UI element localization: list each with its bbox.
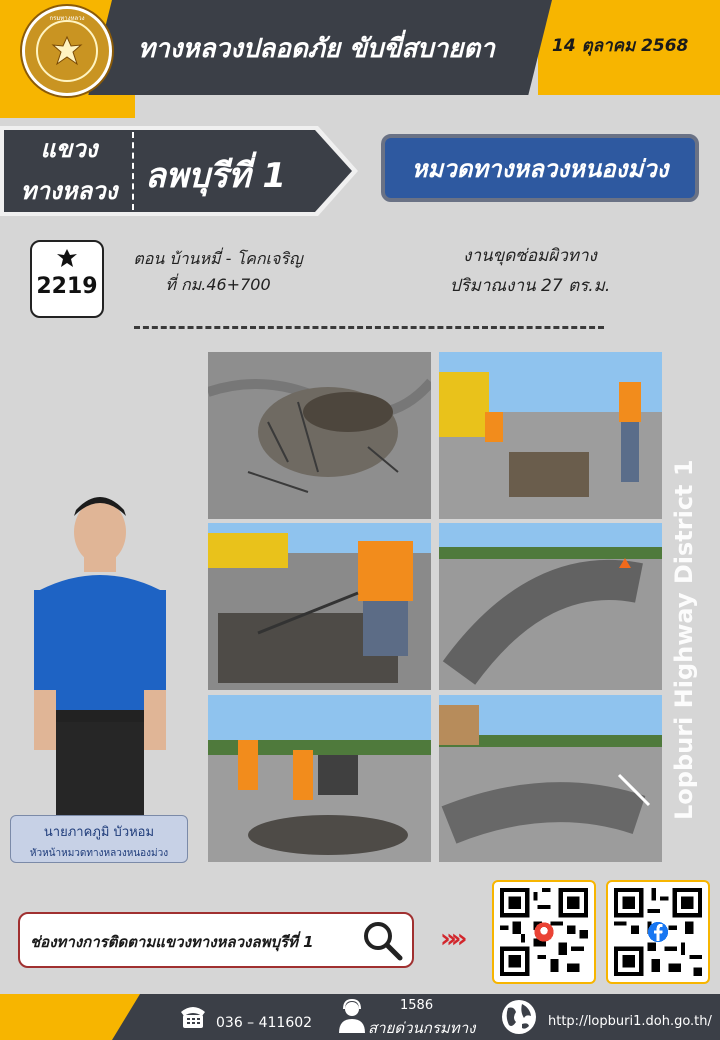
photo-compactor — [208, 695, 431, 862]
unit-label: หมวดทางหลวงหนองม่วง — [381, 134, 699, 202]
qr-facebook-pattern — [614, 888, 702, 976]
route-emblem-icon — [56, 248, 78, 268]
work-quantity: ปริมาณงาน 27 ตร.ม. — [449, 276, 611, 296]
phone-icon — [178, 1002, 208, 1032]
website-link[interactable]: http://lopburi1.doh.go.th/ — [548, 1014, 712, 1029]
district-name: ลพบุรีที่ 1 — [145, 156, 286, 196]
garuda-icon — [36, 20, 98, 82]
follow-label: ช่องทางการติดตามแขวงทางหลวงลพบุรีที่ 1 — [30, 933, 314, 951]
side-district-text: Lopburi Highway District 1 — [670, 459, 698, 820]
qr-map-pattern — [500, 888, 588, 976]
photo-patched-road — [439, 523, 662, 690]
qr-code-facebook[interactable] — [606, 880, 710, 984]
chevron-right-icon: »» — [440, 924, 462, 954]
logo-text: กรมทางหลวง — [49, 15, 85, 22]
person-photo — [20, 490, 180, 820]
person-name: นายภาคภูมิ บัวหอม — [43, 825, 155, 840]
route-badge — [30, 240, 104, 318]
post-date: 14 ตุลาคม 2568 — [552, 36, 689, 56]
office-label — [10, 128, 128, 212]
globe-icon — [500, 998, 538, 1036]
department-logo — [22, 6, 112, 96]
office-label-line1: แขวง — [40, 135, 98, 163]
banner-divider — [132, 132, 134, 210]
route-kilometer: ที่ กม.46+700 — [165, 275, 271, 294]
route-section-name: ตอน บ้านหมี่ - โคกเจริญ — [133, 249, 303, 268]
person-name-card — [10, 815, 188, 863]
work-description — [420, 241, 640, 301]
photo-finished-road — [439, 695, 662, 862]
photo-worker-raking — [208, 523, 431, 690]
dashed-separator — [134, 326, 604, 329]
work-type: งานขุดซ่อมผิวทาง — [463, 246, 597, 266]
hotline-label: สายด่วนกรมทาง — [368, 1019, 476, 1037]
hotline-number[interactable]: 1586 — [400, 998, 434, 1013]
route-number: 2219 — [36, 274, 98, 299]
photo-workers-truck — [439, 352, 662, 519]
route-section — [118, 246, 318, 298]
search-icon — [360, 918, 404, 962]
qr-code-map[interactable] — [492, 880, 596, 984]
photo-pothole — [208, 352, 431, 519]
office-label-line2: ทางหลวง — [20, 177, 118, 205]
phone-number[interactable]: 036 – 411602 — [216, 1015, 313, 1031]
page-title: ทางหลวงปลอดภัย ขับขี่สบายตา — [138, 34, 495, 64]
person-position: หัวหน้าหมวดทางหลวงหนองม่วง — [29, 848, 169, 859]
hotline-operator-icon — [336, 998, 368, 1034]
